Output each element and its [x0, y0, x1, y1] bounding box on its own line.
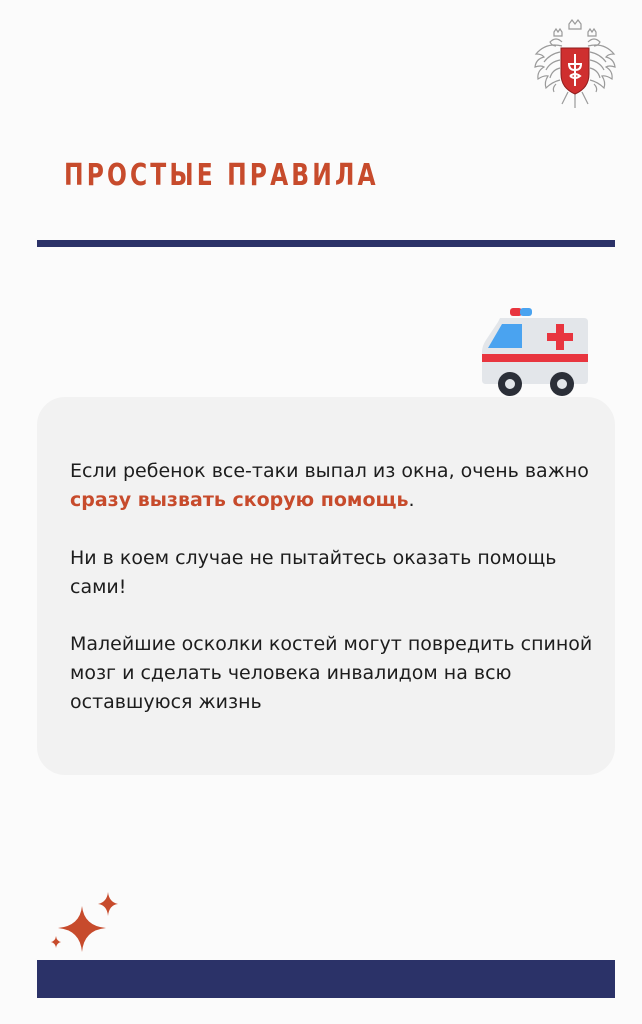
- footer-bar: [37, 960, 615, 998]
- paragraph-1-text: Если ребенок все-таки выпал из окна, очень важно: [70, 460, 589, 482]
- card-paragraph-1: [70, 457, 610, 515]
- emblem-icon: [532, 18, 618, 110]
- sparkles-icon: [48, 892, 122, 956]
- ambulance-icon: [480, 306, 590, 400]
- highlighted-call-ambulance: сразу вызвать скорую помощь: [70, 489, 409, 511]
- card-paragraph-3: Малейшие осколки костей могут повредить спиной мозг и сделать человека инвалидом на всю оставшуюся жизнь: [70, 633, 593, 713]
- title-divider: [37, 240, 615, 247]
- paragraph-1-end: .: [408, 489, 415, 511]
- page-title: ПРОСТЫЕ ПРАВИЛА: [64, 158, 379, 193]
- card-paragraph-2: Ни в коем случае не пытайтесь оказать помощь сами!: [70, 547, 557, 598]
